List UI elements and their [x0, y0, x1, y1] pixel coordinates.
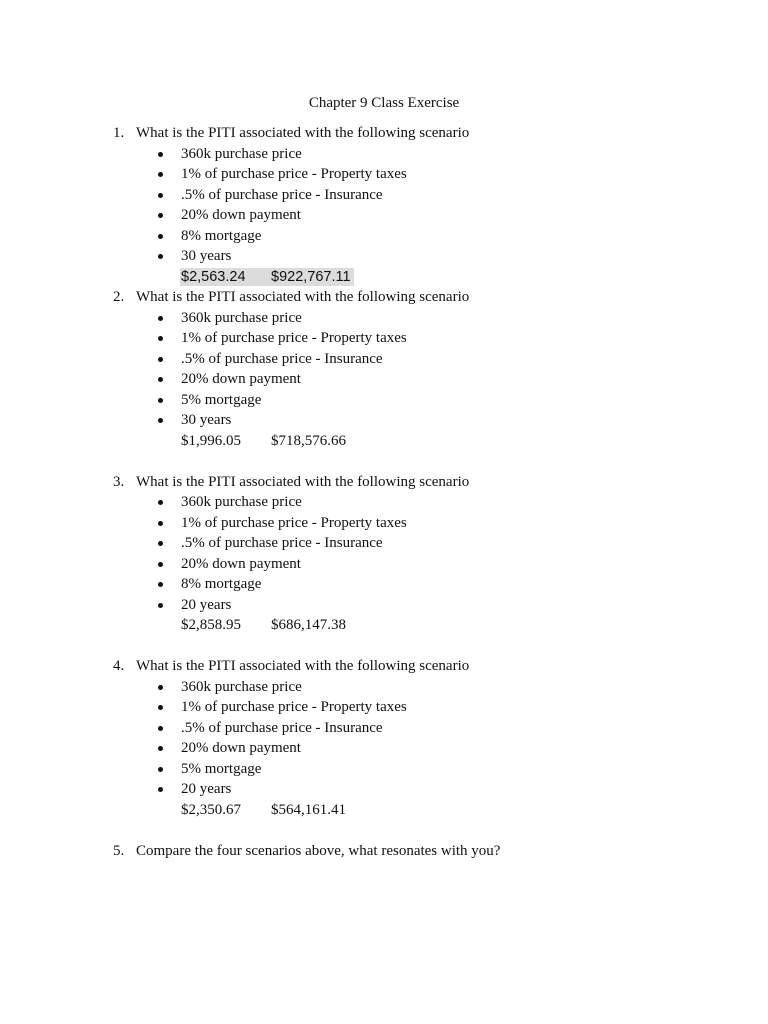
bullet-icon — [158, 685, 163, 690]
list-item — [0, 246, 768, 267]
question-line — [0, 472, 768, 493]
list-item-text: 5% mortgage — [181, 760, 262, 777]
list-item — [0, 185, 768, 206]
list-item — [0, 390, 768, 411]
bullet-icon — [158, 377, 163, 382]
answer-line-highlighted — [0, 267, 768, 288]
list-item-text: .5% of purchase price - Insurance — [181, 719, 383, 736]
list-item-text: 20 years — [181, 781, 232, 797]
question-line — [0, 123, 768, 144]
question-2 — [0, 287, 768, 451]
list-item-text: 30 years — [181, 412, 232, 428]
list-item-text: 20% down payment — [181, 371, 301, 387]
list-item — [0, 369, 768, 390]
list-item — [0, 554, 768, 575]
bullet-icon — [158, 254, 163, 259]
list-item — [0, 205, 768, 226]
list-item-text: 20% down payment — [181, 740, 301, 756]
answer-total: $718,576.66 — [271, 432, 346, 449]
list-item-text: 1% of purchase price - Property taxes — [181, 514, 407, 531]
list-item-text: 1% of purchase price - Property taxes — [181, 166, 407, 182]
bullet-icon — [158, 541, 163, 546]
scenario-list — [0, 492, 768, 615]
answer-line — [0, 431, 768, 452]
list-item — [0, 144, 768, 165]
answer-monthly: $1,996.05 — [181, 432, 241, 449]
list-item-text: .5% of purchase price - Insurance — [181, 535, 383, 551]
question-number: 3. — [113, 473, 125, 490]
list-item — [0, 492, 768, 513]
list-item — [0, 410, 768, 431]
question-number: 2. — [113, 289, 125, 305]
question-number: 1. — [113, 125, 125, 141]
question-line — [0, 656, 768, 677]
answer-line — [0, 615, 768, 636]
list-item-text: 8% mortgage — [181, 227, 262, 244]
bullet-icon — [158, 562, 163, 567]
scenario-list — [0, 677, 768, 800]
bullet-icon — [158, 193, 163, 198]
bullet-icon — [158, 234, 163, 239]
bullet-icon — [158, 398, 163, 403]
answer-monthly: $2,563.24 — [181, 268, 246, 285]
list-item-text: 360k purchase price — [181, 494, 302, 510]
question-4 — [0, 656, 768, 820]
list-item-text: 8% mortgage — [181, 576, 262, 592]
list-item — [0, 718, 768, 739]
list-item-text: .5% of purchase price - Insurance — [181, 186, 383, 203]
bullet-icon — [158, 787, 163, 792]
scenario-list — [0, 308, 768, 431]
list-item — [0, 226, 768, 247]
question-number: 5. — [113, 842, 125, 859]
list-item-text: 360k purchase price — [181, 309, 302, 326]
list-item — [0, 308, 768, 329]
list-item — [0, 349, 768, 370]
list-item — [0, 533, 768, 554]
question-text: What is the PITI associated with the following scenario — [136, 473, 470, 490]
bullet-icon — [158, 336, 163, 341]
list-item — [0, 779, 768, 800]
answer-monthly: $2,858.95 — [181, 617, 241, 633]
bullet-icon — [158, 316, 163, 321]
list-item-text: 30 years — [181, 248, 232, 264]
list-item — [0, 513, 768, 534]
question-5 — [0, 841, 768, 862]
question-1 — [0, 123, 768, 287]
scenario-list — [0, 144, 768, 267]
bullet-icon — [158, 582, 163, 587]
bullet-icon — [158, 418, 163, 423]
bullet-icon — [158, 152, 163, 157]
list-item — [0, 574, 768, 595]
list-item-text: 360k purchase price — [181, 678, 302, 695]
question-number: 4. — [113, 658, 125, 674]
bullet-icon — [158, 726, 163, 731]
list-item — [0, 595, 768, 616]
answer-total: $686,147.38 — [271, 617, 346, 633]
list-item — [0, 759, 768, 780]
bullet-icon — [158, 213, 163, 218]
question-text: What is the PITI associated with the following scenario — [136, 658, 470, 674]
list-item-text: 360k purchase price — [181, 145, 302, 162]
list-item-text: 5% mortgage — [181, 391, 262, 408]
list-item-text: 1% of purchase price - Property taxes — [181, 699, 407, 715]
document-title: Chapter 9 Class Exercise — [308, 95, 460, 111]
question-text: Compare the four scenarios above, what resonates with you? — [136, 842, 501, 859]
bullet-icon — [158, 705, 163, 710]
list-item-text: .5% of purchase price - Insurance — [181, 350, 383, 367]
question-list — [0, 123, 768, 861]
list-item-text: 20% down payment — [181, 207, 301, 223]
bullet-icon — [158, 767, 163, 772]
bullet-icon — [158, 521, 163, 526]
bullet-icon — [158, 500, 163, 505]
list-item-text: 20 years — [181, 596, 232, 613]
answer-monthly: $2,350.67 — [181, 801, 241, 818]
list-item — [0, 328, 768, 349]
list-item-text: 1% of purchase price - Property taxes — [181, 330, 407, 346]
question-line — [0, 287, 768, 308]
list-item — [0, 164, 768, 185]
question-text: What is the PITI associated with the following scenario — [136, 289, 470, 305]
question-line — [0, 841, 768, 862]
bullet-icon — [158, 172, 163, 177]
list-item-text: 20% down payment — [181, 555, 301, 572]
question-text: What is the PITI associated with the following scenario — [136, 125, 470, 141]
answer-total: $922,767.11 — [271, 268, 351, 285]
answer-total: $564,161.41 — [271, 801, 346, 818]
answer-line — [0, 800, 768, 821]
bullet-icon — [158, 603, 163, 608]
list-item — [0, 677, 768, 698]
list-item — [0, 697, 768, 718]
list-item — [0, 738, 768, 759]
bullet-icon — [158, 746, 163, 751]
question-3 — [0, 472, 768, 636]
bullet-icon — [158, 357, 163, 362]
